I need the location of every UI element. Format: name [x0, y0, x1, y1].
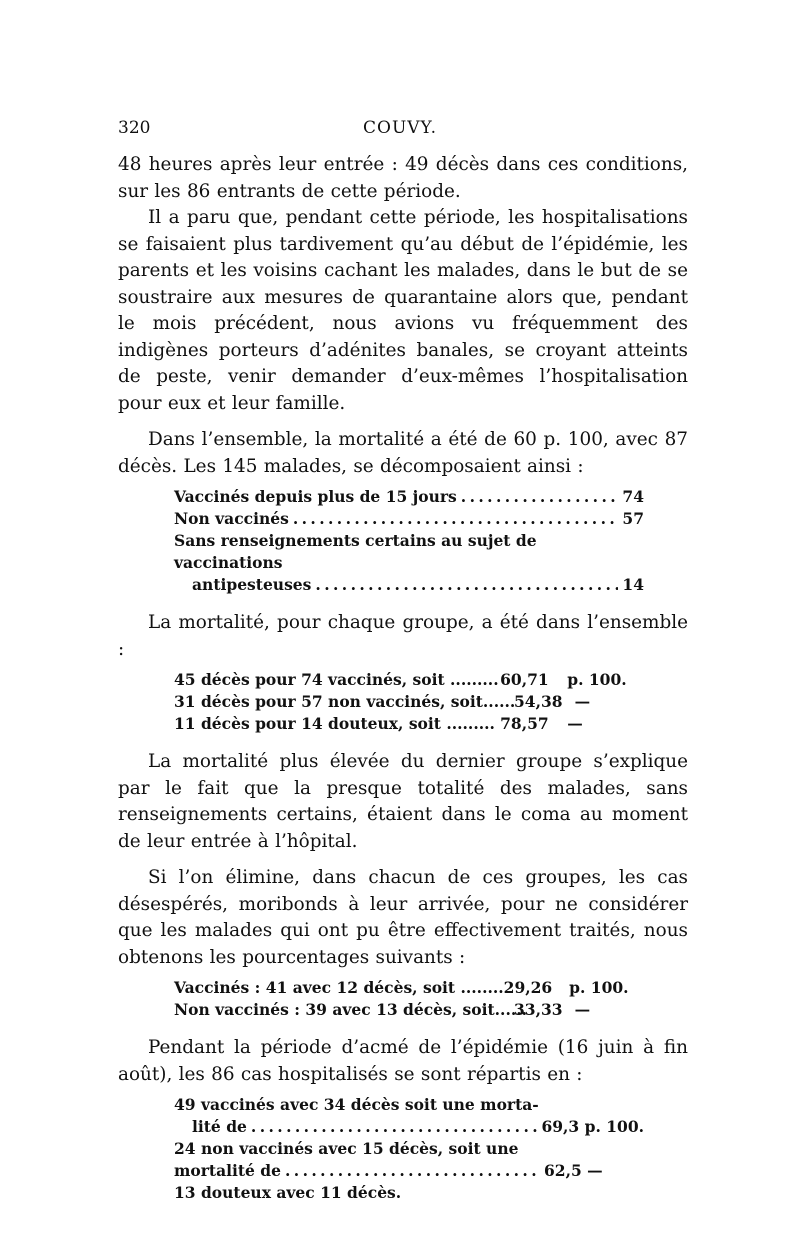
treated-list	[174, 977, 644, 1021]
list-item: 13 douteux avec 11 décès.	[174, 1183, 402, 1202]
paragraph-6: Si l’on élimine, dans chacun de ces groupes, les cas désespérés, moribonds à leur arrivée, pour ne considérer que les malades qui ont pu être effectivement traités, nous obtenons les pourcentages suivants :	[118, 867, 688, 968]
paragraph-4: La mortalité, pour chaque groupe, a été dans l’ensemble :	[118, 612, 688, 660]
paragraph-2: Il a paru que, pendant cette période, les hospitalisations se faisaient plus tardivement qu’au début de l’épidémie, les parents et les voisins cachant les malades, dans le but de se soustraire aux mesures de quarantaine alors que, pendant le mois précédent, nous avions vu fréquemment des indigènes porteurs d’adénites banales, se croyant atteints de peste, venir demander d’eux-mêmes l’hospitalisation pour eux et leur famille.	[118, 207, 688, 414]
book-page	[118, 118, 688, 1204]
list-item: Vaccinés depuis plus de 15 jours . . . 74	[174, 486, 644, 508]
paragraph-3: Dans l’ensemble, la mortalité a été de 60 p. 100, avec 87 décès. Les 145 malades, se décomposaient ainsi :	[118, 429, 688, 477]
running-header	[118, 118, 688, 152]
list-item: 11 décès pour 14 douteux, soit ......... 78,57 —	[174, 714, 583, 733]
paragraph-1: 48 heures après leur entrée : 49 décès dans ces conditions, sur les 86 entrants de cette période.	[118, 154, 688, 202]
list-item: 31 décès pour 57 non vaccinés, soit...... 54,38 —	[174, 692, 591, 711]
mortality-list	[174, 669, 644, 735]
page-number: 320	[118, 118, 151, 138]
list-item: Non vaccinés : 39 avec 13 décès, soit...... 33,33 —	[174, 1000, 591, 1019]
list-item: Non vaccinés . . . 57	[174, 508, 644, 530]
list-item: 49 vaccinés avec 34 décès soit une morta- lité de . . . 69,3 p. 100.	[174, 1094, 644, 1138]
paragraph-5: La mortalité plus élevée du dernier groupe s’explique par le fait que la presque totalité des malades, sans renseignements certains, étaient dans le coma au moment de leur entrée à l’hôpital.	[118, 751, 688, 852]
paragraph-7: Pendant la période d’acmé de l’épidémie (16 juin à fin août), les 86 cas hospitalisés se sont répartis en :	[118, 1037, 688, 1085]
list-item: Vaccinés : 41 avec 12 décès, soit ........ 29,26 p. 100.	[174, 978, 629, 997]
list-item: 45 décès pour 74 vaccinés, soit ......... 60,71 p. 100.	[174, 670, 627, 689]
list-item: Sans renseignements certains au sujet de vaccinations antipesteuses . . . 14	[174, 530, 644, 596]
groups-list	[174, 486, 644, 596]
acme-list	[174, 1094, 644, 1204]
running-head-author: COUVY.	[363, 118, 437, 138]
list-item: 24 non vaccinés avec 15 décès, soit une mortalité de . . . 62,5 —	[174, 1138, 644, 1182]
